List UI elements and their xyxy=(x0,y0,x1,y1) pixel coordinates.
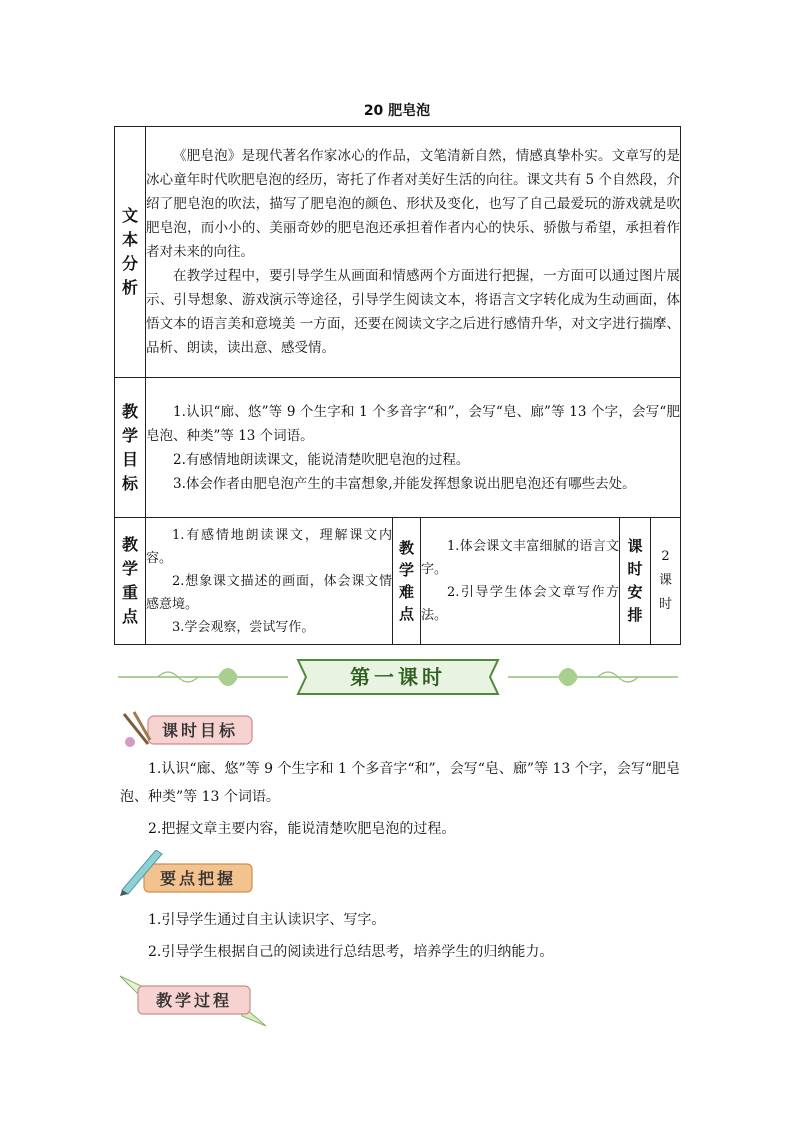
difficulty-item: 1.体会课文丰富细腻的语言文字。 xyxy=(421,539,619,577)
text-analysis-content xyxy=(146,127,681,378)
brushes-icon xyxy=(124,712,150,747)
schedule-label: 课 时 安 排 xyxy=(620,518,651,645)
page-title: 20 肥皂泡 xyxy=(363,103,431,119)
leaf-icon xyxy=(558,668,578,686)
banner-title: 第一课时 xyxy=(350,665,446,689)
lesson-goal-item: 2.把握文章主要内容，能说清楚吹肥皂泡的过程。 xyxy=(148,821,456,837)
difficulty-item: 2.引导学生体会文章写作方法。 xyxy=(421,585,619,623)
row-key-difficult xyxy=(115,518,681,645)
text-analysis-label: 文 本 分 析 xyxy=(115,127,146,378)
goal-item: 1.认识“廊、悠”等 9 个生字和 1 个多音字“和”，会写“皂、廊”等 13 个字，会写“肥皂泡、种类”等 13 个词语。 xyxy=(146,403,680,444)
section-banner xyxy=(118,652,678,702)
text-analysis-paragraph: 在教学过程中，要引导学生从画面和情感两个方面进行把握，一方面可以通过图片展示、引导想象、游戏演示等途径，引导学生阅读文本，将语言文字转化成为生动画面，体悟文本的语言美和意境美 一方面，还要在阅读文字之后进行感情升华，对文字进行揣摩、品析、朗读，读出意、感受情。 xyxy=(146,268,680,356)
key-point-item: 1.有感情地朗读课文，理解课文内容。 xyxy=(146,527,392,566)
lesson-goals-header: 课时目标 xyxy=(161,721,239,740)
key-point-item: 2.想象课文描述的画面，体会课文情感意境。 xyxy=(146,573,392,612)
key-grasp-header-graphic xyxy=(118,850,258,896)
lesson-goal-item: 1.认识“廊、悠”等 9 个生字和 1 个多音字“和”，会写“皂、廊”等 13 个字，会写“肥皂泡、种类”等 13 个词语。 xyxy=(120,761,680,805)
lesson-goals-header-graphic xyxy=(118,710,258,750)
schedule-hours: 2 课 时 xyxy=(651,518,681,645)
difficulties-label: 教 学 难 点 xyxy=(393,518,421,645)
teaching-process-header: 教学过程 xyxy=(155,991,233,1010)
key-points-content xyxy=(146,518,393,645)
goal-item: 2.有感情地朗读课文，能说清楚吹肥皂泡的过程。 xyxy=(173,451,470,468)
difficulties-content xyxy=(421,518,620,645)
goal-item: 3.体会作者由肥皂泡产生的丰富想象,并能发挥想象说出肥皂泡还有哪些去处。 xyxy=(173,475,636,492)
key-grasp-item: 1.引导学生通过自主认读识字、写字。 xyxy=(148,912,386,928)
lesson-plan-table xyxy=(114,126,681,645)
key-grasp-header: 要点把握 xyxy=(159,869,237,888)
row-goals xyxy=(115,378,681,518)
goals-label: 教 学 目 标 xyxy=(115,378,146,518)
key-point-item: 3.学会观察，尝试写作。 xyxy=(172,619,315,635)
text-analysis-paragraph: 《肥皂泡》是现代著名作家冰心的作品，文笔清新自然，情感真挚朴实。文章写的是冰心童年时代吹肥皂泡的经历，寄托了作者对美好生活的向往。课文共有 5 个自然段，介绍了肥皂泡的吹法，描写了肥皂泡的颜色、形状及变化，也写了自己最爱玩的游戏就是吹肥皂泡，而小小的、美丽奇妙的肥皂泡还承担着作者内心的快乐、骄傲与希望，承担着作者对未来的向往。 xyxy=(146,148,680,260)
row-text-analysis xyxy=(115,127,681,378)
leaf-icon xyxy=(218,668,238,686)
goals-content xyxy=(146,378,681,518)
teaching-process-header-graphic xyxy=(118,972,268,1028)
key-grasp-item: 2.引导学生根据自己的阅读进行总结思考，培养学生的归纳能力。 xyxy=(148,944,554,960)
key-points-label: 教 学 重 点 xyxy=(115,518,146,645)
